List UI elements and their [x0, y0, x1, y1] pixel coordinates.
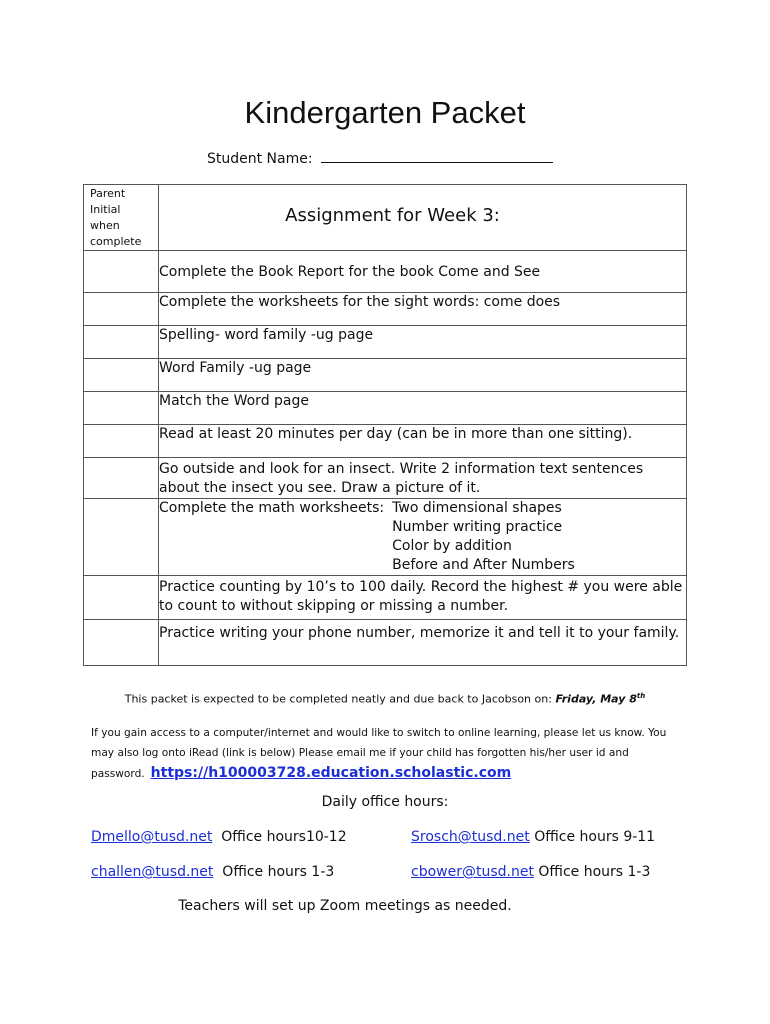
- contact-email-link[interactable]: challen@tusd.net: [91, 864, 214, 880]
- assignment-cell: Complete the Book Report for the book Come and See: [159, 251, 687, 293]
- due-text: This packet is expected to be completed neatly and due back to Jacobson on:: [124, 692, 552, 706]
- table-row: [84, 576, 687, 620]
- parent-header-line: when: [90, 219, 120, 232]
- student-name-blank[interactable]: [321, 148, 553, 163]
- table-row: [84, 326, 687, 359]
- assignment-header-cell: [159, 185, 687, 251]
- parent-initial-cell[interactable]: [84, 620, 159, 666]
- parent-header-line: Initial: [90, 203, 121, 216]
- contact-hours: Office hours 1-3: [222, 864, 335, 880]
- math-worksheet-list: [392, 499, 575, 575]
- table-row: [84, 425, 687, 458]
- assignment-cell: Read at least 20 minutes per day (can be in more than one sitting).: [159, 425, 687, 458]
- iread-link[interactable]: https://h100003728.education.scholastic.com: [150, 765, 512, 781]
- parent-header-line: Parent: [90, 187, 126, 200]
- contact-email-link[interactable]: cbower@tusd.net: [411, 864, 534, 880]
- contact-entry: [91, 864, 334, 880]
- parent-initial-cell[interactable]: [84, 425, 159, 458]
- parent-initial-cell[interactable]: [84, 251, 159, 293]
- parent-initial-cell[interactable]: [84, 359, 159, 392]
- zoom-note: Teachers will set up Zoom meetings as needed.: [178, 898, 512, 914]
- contact-entry: [411, 829, 655, 845]
- office-hours-title: Daily office hours:: [321, 794, 449, 810]
- math-worksheet-item: Color by addition: [392, 538, 512, 554]
- contact-hours: Office hours 1-3: [538, 864, 651, 880]
- assignment-cell: Practice writing your phone number, memorize it and tell it to your family.: [159, 620, 687, 666]
- online-learning-text: If you gain access to a computer/internet and would like to switch to online learning, please let us know. You may also log onto iRead (link is below) Please email me if your child has forgotten his/her user id and password.: [91, 727, 667, 780]
- contact-hours: Office hours10-12: [221, 829, 347, 845]
- assignment-cell: Spelling- word family -ug page: [159, 326, 687, 359]
- math-lead: Complete the math worksheets:: [159, 500, 385, 516]
- parent-initial-cell[interactable]: [84, 326, 159, 359]
- contact-entry: [91, 829, 347, 845]
- assignment-cell: Complete the worksheets for the sight words: come does: [159, 293, 687, 326]
- due-date-suffix: th: [636, 692, 646, 700]
- week-header: Assignment for Week 3:: [285, 205, 500, 226]
- math-worksheet-item: Before and After Numbers: [392, 557, 575, 573]
- assignment-cell: Go outside and look for an insect. Write 2 information text sentences about the insect you see. Draw a picture of it.: [159, 458, 687, 499]
- student-name-field: [207, 148, 553, 167]
- table-row: [84, 392, 687, 425]
- table-header-row: [84, 185, 687, 251]
- math-worksheet-item: Two dimensional shapes: [392, 500, 562, 516]
- table-row: [84, 458, 687, 499]
- parent-initial-cell[interactable]: [84, 392, 159, 425]
- contact-email-link[interactable]: Srosch@tusd.net: [411, 829, 530, 845]
- assignment-cell: Word Family -ug page: [159, 359, 687, 392]
- math-assignment-cell: [159, 499, 687, 576]
- table-row: [84, 293, 687, 326]
- due-notice: [0, 692, 770, 706]
- contact-email-link[interactable]: Dmello@tusd.net: [91, 829, 213, 845]
- assignment-table: [83, 184, 687, 666]
- student-name-label: Student Name:: [207, 151, 313, 167]
- contact-hours: Office hours 9-11: [534, 829, 656, 845]
- due-date: Friday, May 8: [555, 692, 637, 706]
- table-row: [84, 251, 687, 293]
- parent-initial-cell[interactable]: [84, 576, 159, 620]
- assignment-cell: Match the Word page: [159, 392, 687, 425]
- assignment-cell: Practice counting by 10’s to 100 daily. Record the highest # you were able to count to without skipping or missing a number.: [159, 576, 687, 620]
- table-row: [84, 620, 687, 666]
- math-worksheet-item: Number writing practice: [392, 519, 563, 535]
- parent-initial-cell[interactable]: [84, 293, 159, 326]
- parent-header-line: complete: [90, 235, 142, 248]
- table-row: [84, 499, 687, 576]
- parent-initial-cell[interactable]: [84, 458, 159, 499]
- table-row: [84, 359, 687, 392]
- parent-initial-cell[interactable]: [84, 499, 159, 576]
- contact-entry: [411, 864, 650, 880]
- page-title: Kindergarten Packet: [244, 95, 526, 130]
- online-learning-note: [91, 723, 691, 784]
